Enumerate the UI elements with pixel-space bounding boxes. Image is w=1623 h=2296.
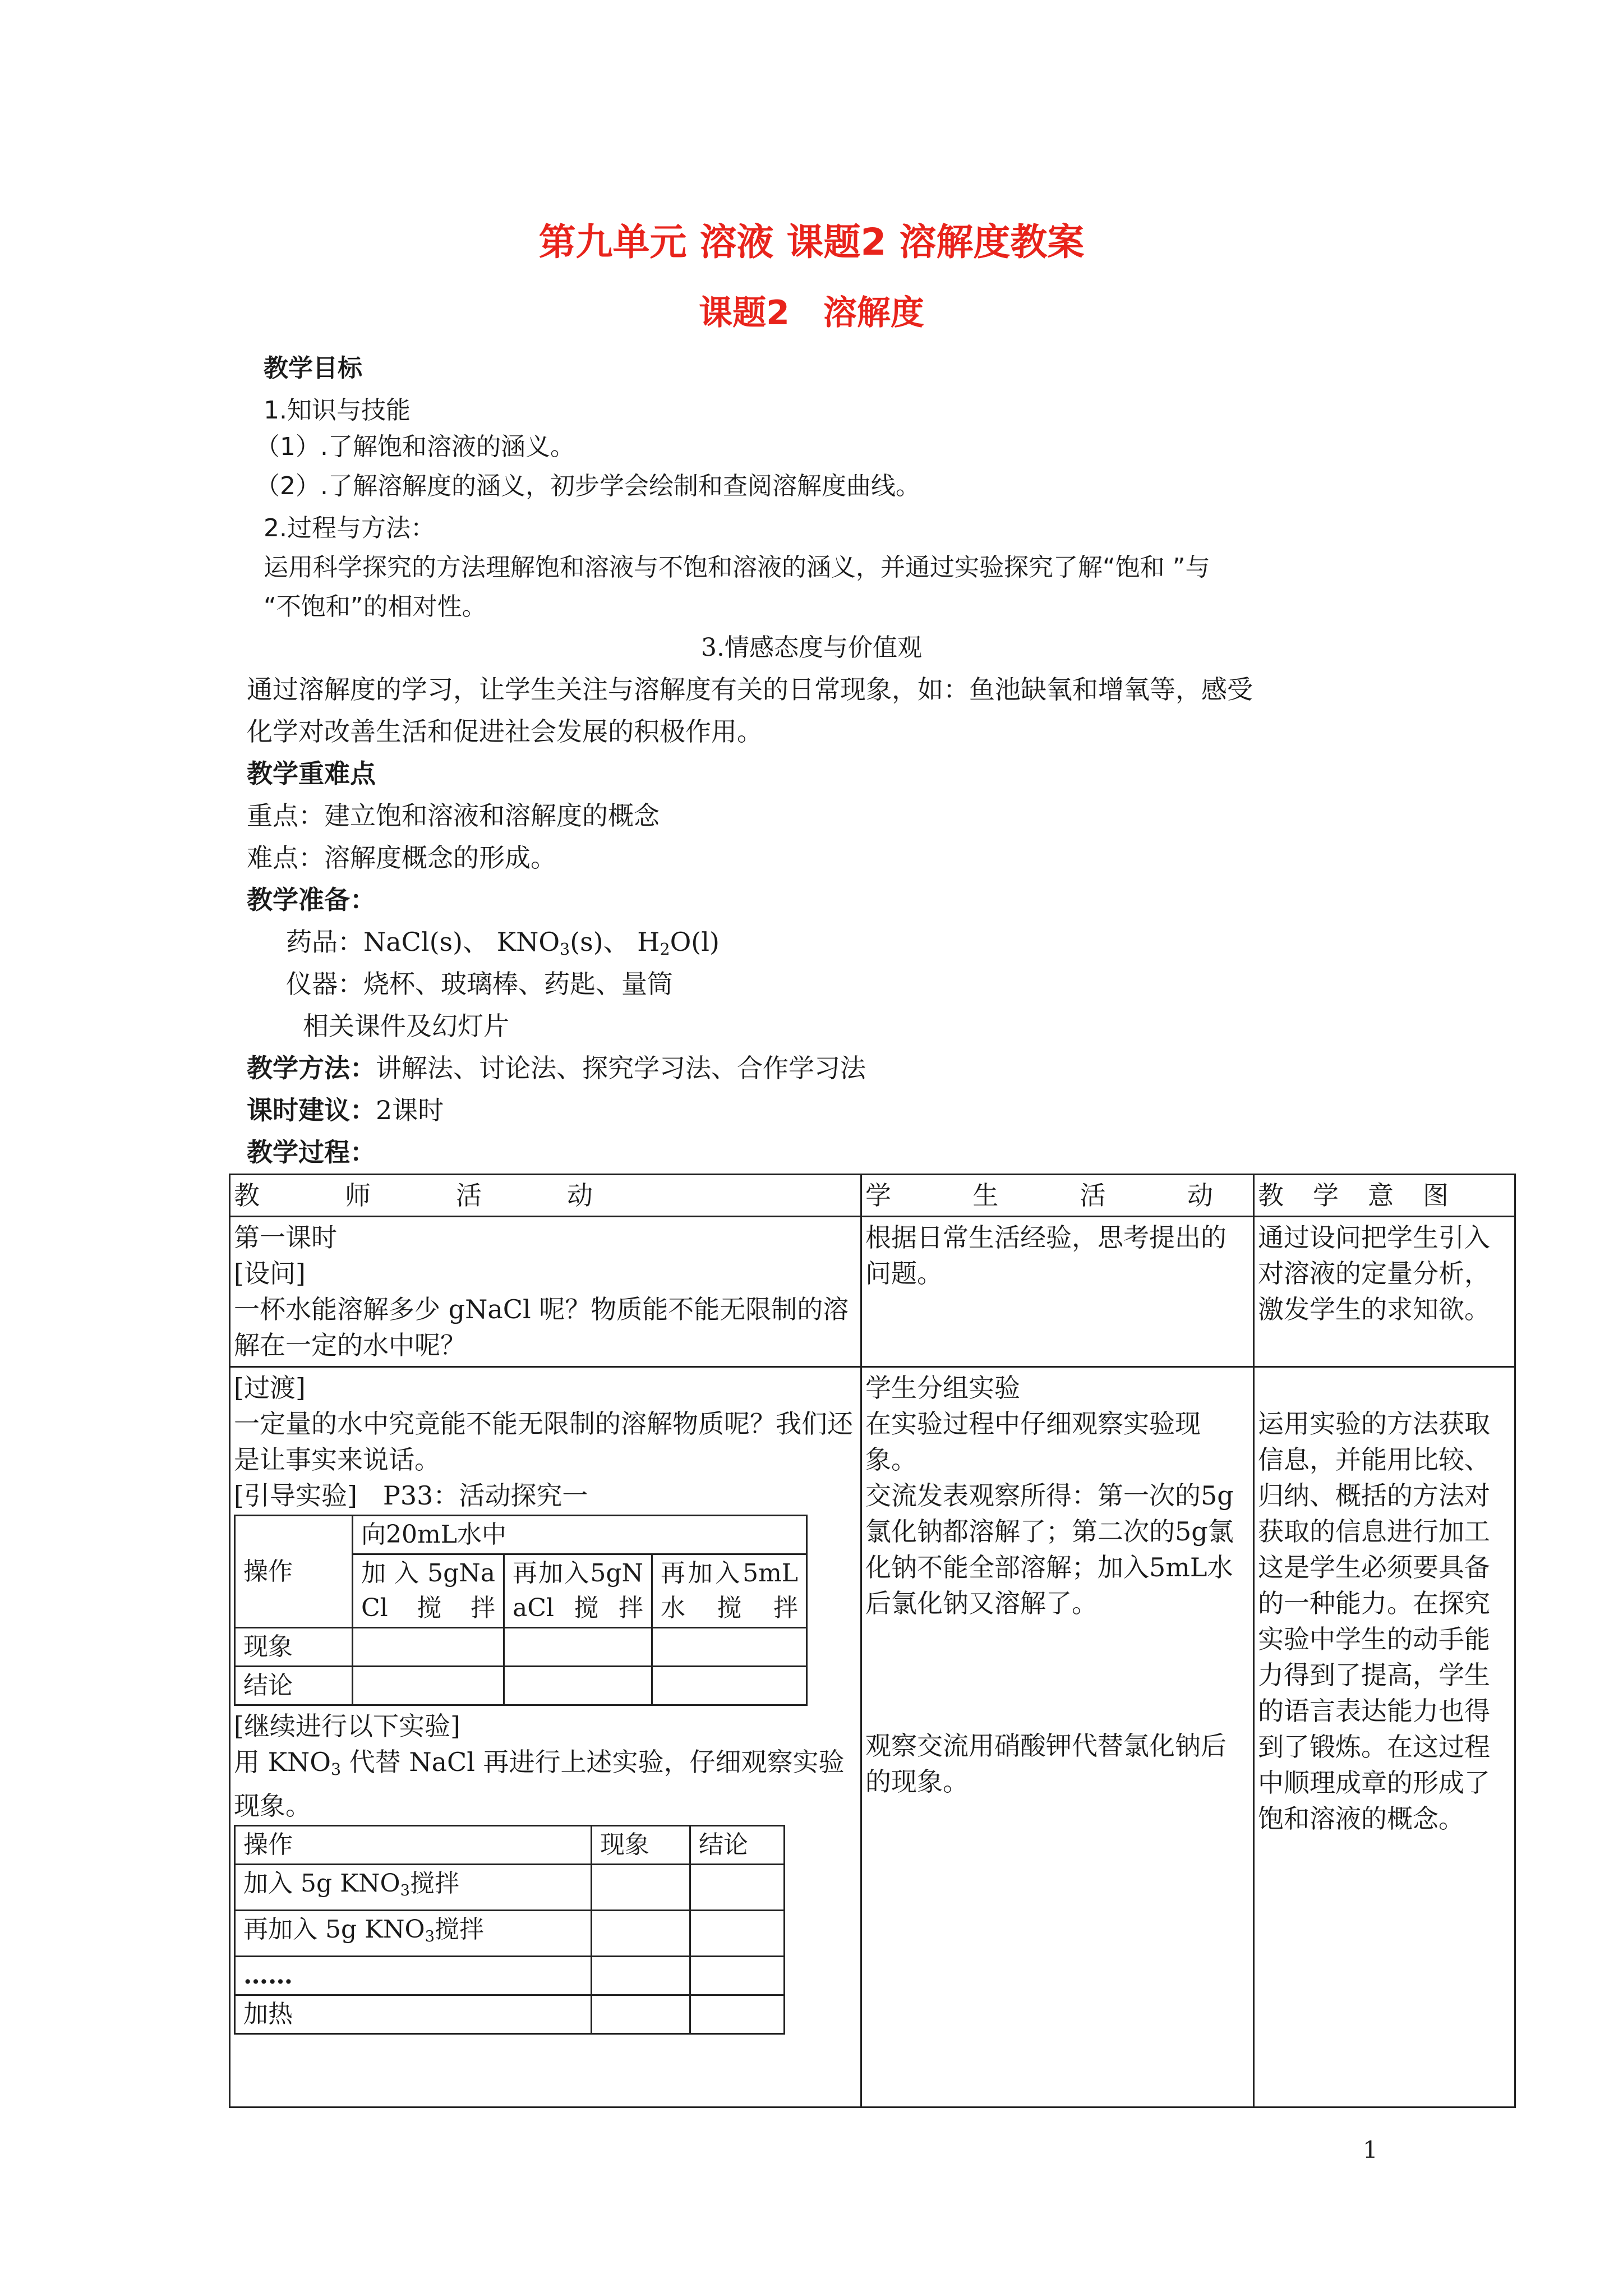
prep-heading: 教学准备： (247, 885, 376, 915)
goals-process-text-2: “不饱和”的相对性。 (264, 592, 487, 621)
document-subtitle: 课题2 溶解度 (699, 293, 924, 333)
experiment-table-kno3 (234, 1825, 785, 2035)
exp-step-1: 加入5gNaCl搅拌 (353, 1554, 504, 1628)
goals-knowledge-1: （1）.了解饱和溶液的涵义。 (255, 432, 575, 461)
exp-step-3: 再加入5mL水搅拌 (652, 1554, 807, 1628)
teacher-activity-cell: 第一课时 [设问] 一杯水能溶解多少 gNaCl 呢？物质能不能无限制的溶解在一定的水中呢？ (230, 1217, 861, 1367)
exp2-step-1: 加入 5g $KNO_3$搅拌 (235, 1865, 592, 1911)
document-title: 第九单元 溶液 课题2 溶解度教案 (538, 220, 1085, 264)
continue-instructions: 用 $KNO_3$ 代替 NaCl 再进行上述实验，仔细观察实验现象。 (234, 1747, 845, 1821)
goals-process: 2.过程与方法： (264, 514, 435, 542)
goals-attitude-text-2: 化学对改善生活和促进社会发展的积极作用。 (247, 716, 763, 747)
exp2-step-2: 再加入 5g $KNO_3$搅拌 (235, 1910, 592, 1956)
keypoints-difficulty: 难点：溶解度概念的形成。 (247, 843, 556, 873)
exp2-step-3: …… (235, 1956, 592, 1995)
exp-op-label: 操作 (235, 1516, 353, 1628)
goals-attitude-text-1: 通过溶解度的学习，让学生关注与溶解度有关的日常现象，如：鱼池缺氧和增氧等，感受 (247, 674, 1253, 705)
keypoints-heading: 教学重难点 (247, 758, 376, 789)
table-header-row (230, 1175, 1515, 1217)
exp2-phenomenon-header: 现象 (592, 1826, 690, 1865)
table-row (230, 1367, 1515, 2108)
process-heading: 教学过程： (247, 1137, 376, 1167)
teaching-process-table (229, 1174, 1516, 2108)
goals-process-text-1: 运用科学探究的方法理解饱和溶液与不饱和溶液的涵义，并通过实验探究了解“饱和 ”与 (264, 553, 1210, 582)
exp-conclusion-label: 结论 (235, 1667, 353, 1705)
prep-tools: 仪器：烧杯、玻璃棒、药匙、量筒 (286, 969, 673, 999)
teaching-intent-cell: 运用实验的方法获取信息，并能用比较、归纳、概括的方法对获取的信息进行加工这是学生必须要具备的一种能力。在探究实验中学生的动手能力得到了提高，学生的语言表达能力也得到了锻炼。在这过程中顺理成章的形成了饱和溶液的概念。 (1254, 1367, 1515, 2108)
prep-drugs: 药品：NaCl(s)、 $KNO_3(s)$、 $H_2O(l)$ (286, 927, 720, 959)
header-teaching-intent: 教 学 意 图 (1254, 1175, 1515, 1217)
exp2-step-4: 加热 (235, 1995, 592, 2033)
header-student-activity: 学 生 活 动 (861, 1175, 1254, 1217)
goals-attitude: 3.情感态度与价值观 (701, 633, 922, 662)
keypoints-focus: 重点：建立饱和溶液和溶解度的概念 (247, 800, 660, 831)
exp-water-label: 向20mL水中 (353, 1516, 807, 1554)
student-activity-cell: 学生分组实验 在实验过程中仔细观察实验现象。 交流发表观察所得：第一次的5g氯化钠都溶解了；第二次的5g氯化钠不能全部溶解；加入5mL水后氯化钠又溶解了。 观察交流用硝酸钾代替氯化钠后的现象。 (861, 1367, 1254, 2108)
page-number: 1 (1363, 2136, 1378, 2164)
experiment-table-nacl (234, 1515, 808, 1706)
prep-media: 相关课件及幻灯片 (303, 1011, 509, 1041)
goals-knowledge: 1.知识与技能 (264, 396, 411, 425)
student-activity-cell: 根据日常生活经验，思考提出的问题。 (861, 1217, 1254, 1367)
exp2-op-header: 操作 (235, 1826, 592, 1865)
exp-phenomenon-label: 现象 (235, 1628, 353, 1667)
teacher-activity-cell: [过渡] 一定量的水中究竟能不能无限制的溶解物质呢？我们还是让事实来说话。 [引导实验] P33：活动探究一 操作 向20mL水中 加入5gNaCl搅拌 再加入5gNaCl搅拌 再加入5mL水搅拌 现象 结论 [继续进行以下实验] 用 $KNO_3$ 代替 NaCl 再进行上述实验，仔细观察实验现象。 操作 现象 结论 加入 5g $KNO_3$搅拌 再加入 5g $KNO_3$搅拌 …… 加热 (230, 1367, 861, 2108)
suggested-hours: 课时建议：2课时 (247, 1095, 444, 1125)
teaching-intent-cell: 通过设问把学生引入对溶液的定量分析，激发学生的求知欲。 (1254, 1217, 1515, 1367)
header-teacher-activity: 教 师 活 动 (230, 1175, 861, 1217)
teaching-method: 教学方法：讲解法、讨论法、探究学习法、合作学习法 (247, 1053, 866, 1083)
goals-heading: 教学目标 (264, 354, 362, 383)
exp-step-2: 再加入5gNaCl搅拌 (504, 1554, 652, 1628)
exp2-conclusion-header: 结论 (690, 1826, 785, 1865)
table-row (230, 1217, 1515, 1367)
goals-knowledge-2: （2）.了解溶解度的涵义，初步学会绘制和查阅溶解度曲线。 (255, 472, 920, 500)
